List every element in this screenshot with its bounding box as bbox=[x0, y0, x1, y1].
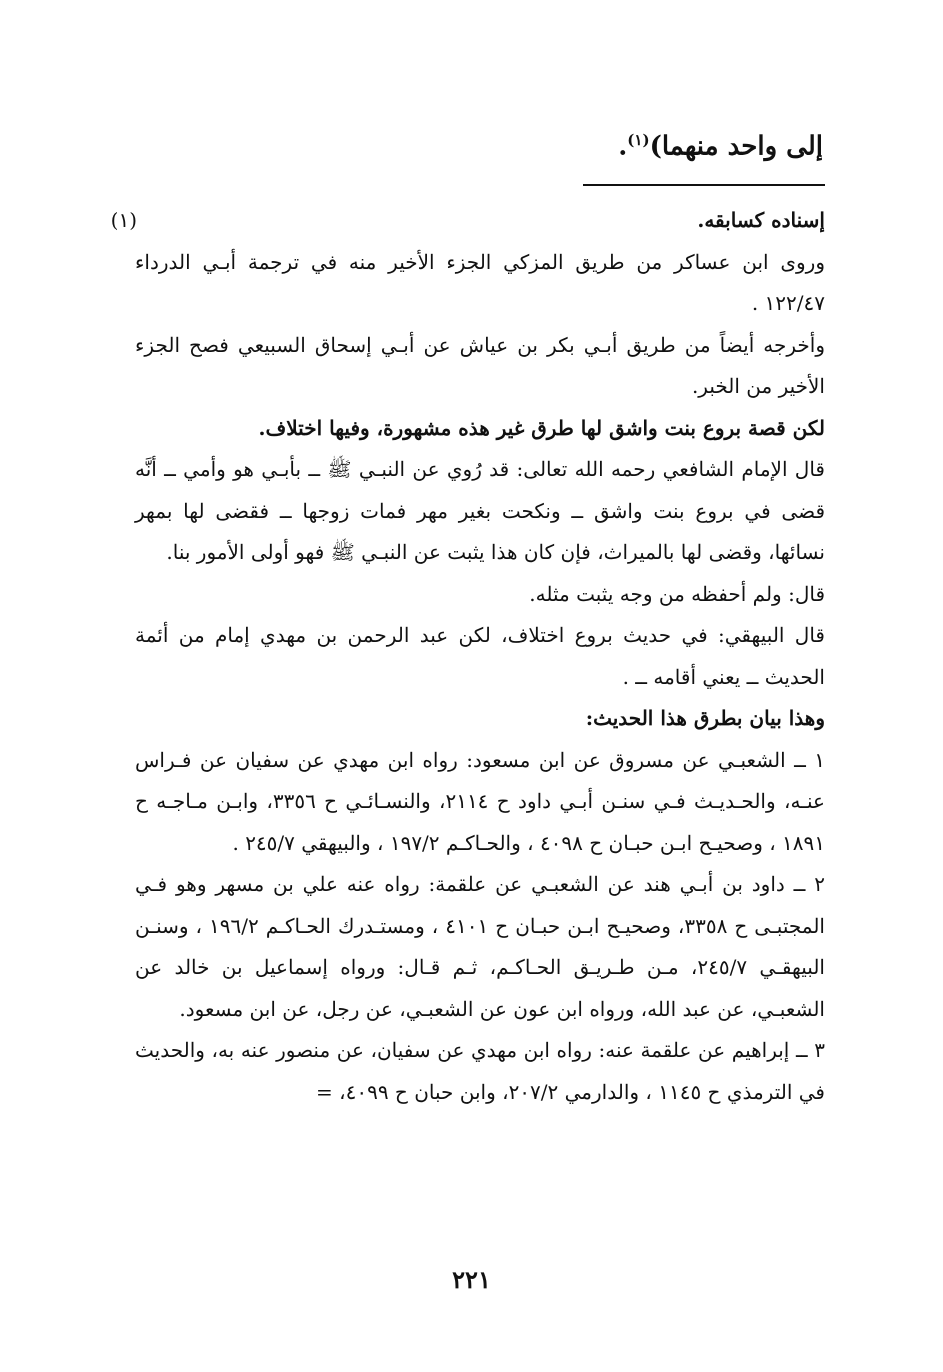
footnote-paragraph: وهذا بيان بطرق هذا الحديث: bbox=[585, 706, 825, 730]
footnote-reference: (١) bbox=[627, 131, 650, 149]
footnotes bbox=[135, 200, 825, 1113]
footnote-paragraph: وروى ابن عساكر من طريق المزكي الجزء الأخير منه في ترجمة أبـي الدرداء ١٢٢/٤٧ . bbox=[135, 249, 825, 315]
footnote-paragraph: إسناده كسابقه. bbox=[697, 208, 825, 232]
main-text: إلى واحد منهما) bbox=[649, 131, 823, 162]
footnote-paragraph: وأخرجه أيضاً من طريق أبـي بكر بن عياش عن أبـي إسحاق السبيعي فصح الجزء الأخير من الخبر. bbox=[135, 332, 825, 398]
footnote-paragraph: ١ ــ الشعبـي عن مسروق عن ابن مسعود: رواه ابن مهدي عن سفيان عن فـراس عنـه، والحـديـث فـي سنـن أبـي داود ح ٢١١٤، والنسـائـي ح ٣٣٥٦، وابـن مـاجـه ح ١٨٩١ ، وصحيـح ابـن حبـان ح ٤٠٩٨ ، والحـاكـم ١٩٧/٢ ، والبيهقي ٢٤٥/٧ . bbox=[135, 747, 825, 855]
footnote-paragraph: قال البيهقي: في حديث بروع اختلاف، لكن عبد الرحمن بن مهدي إمام من أئمة الحديث ــ يعني أقامه ــ . bbox=[135, 623, 825, 689]
main-text-tail: . bbox=[618, 131, 628, 162]
footnote-paragraph: قال الإمام الشافعي رحمه الله تعالى: قد رُوي عن النبـي ﷺ ــ بأبـي هو وأمي ــ أنَّه قضى في بروع بنت واشق ــ ونكحت بغير مهر فمات زوجها ــ فقضى لها بمهر نسائها، وقضى لها بالميراث، فإن كان هذا يثبت عن النبـي ﷺ فهو أولى الأمور بنا. bbox=[135, 457, 825, 564]
footnote-marker: (١) bbox=[110, 208, 137, 232]
page-number: ٢٢١ bbox=[452, 1265, 491, 1294]
footnote-paragraph: ٢ ــ داود بن أبـي هند عن الشعبـي عن علقمة: رواه عنه علي بن مسهر وهو فـي المجتبـى ح ٣٣٥٨، وصحيـح ابـن حبـان ح ٤١٠١ ، ومستـدرك الحـاكـم ١٩٦/٢ ، وسنـن البيهقـي ٢٤٥/٧، مـن طـريـق الحـاكـم، ثـم قـال: ورواه إسماعيل بن خالد عن الشعبـي، عن عبد الله، ورواه ابن عون عن الشعبـي، عن رجل، عن ابن مسعود. bbox=[135, 872, 825, 1021]
main-text-line bbox=[103, 118, 823, 169]
footnote-divider bbox=[583, 184, 825, 186]
footnote-paragraph: لكن قصة بروع بنت واشق لها طرق غير هذه مشهورة، وفيها اختلاف. bbox=[258, 415, 825, 440]
footnote-paragraph: ٣ ــ إبراهيم عن علقمة عنه: رواه ابن مهدي عن سفيان، عن منصور عنه به، والحديث في الترمذي ح ١١٤٥ ، والدارمي ٢٠٧/٢، وابن حبان ح ٤٠٩٩، = bbox=[135, 1038, 825, 1104]
footnote-paragraph: قال: ولم أحفظه من وجه يثبت مثله. bbox=[529, 581, 825, 606]
